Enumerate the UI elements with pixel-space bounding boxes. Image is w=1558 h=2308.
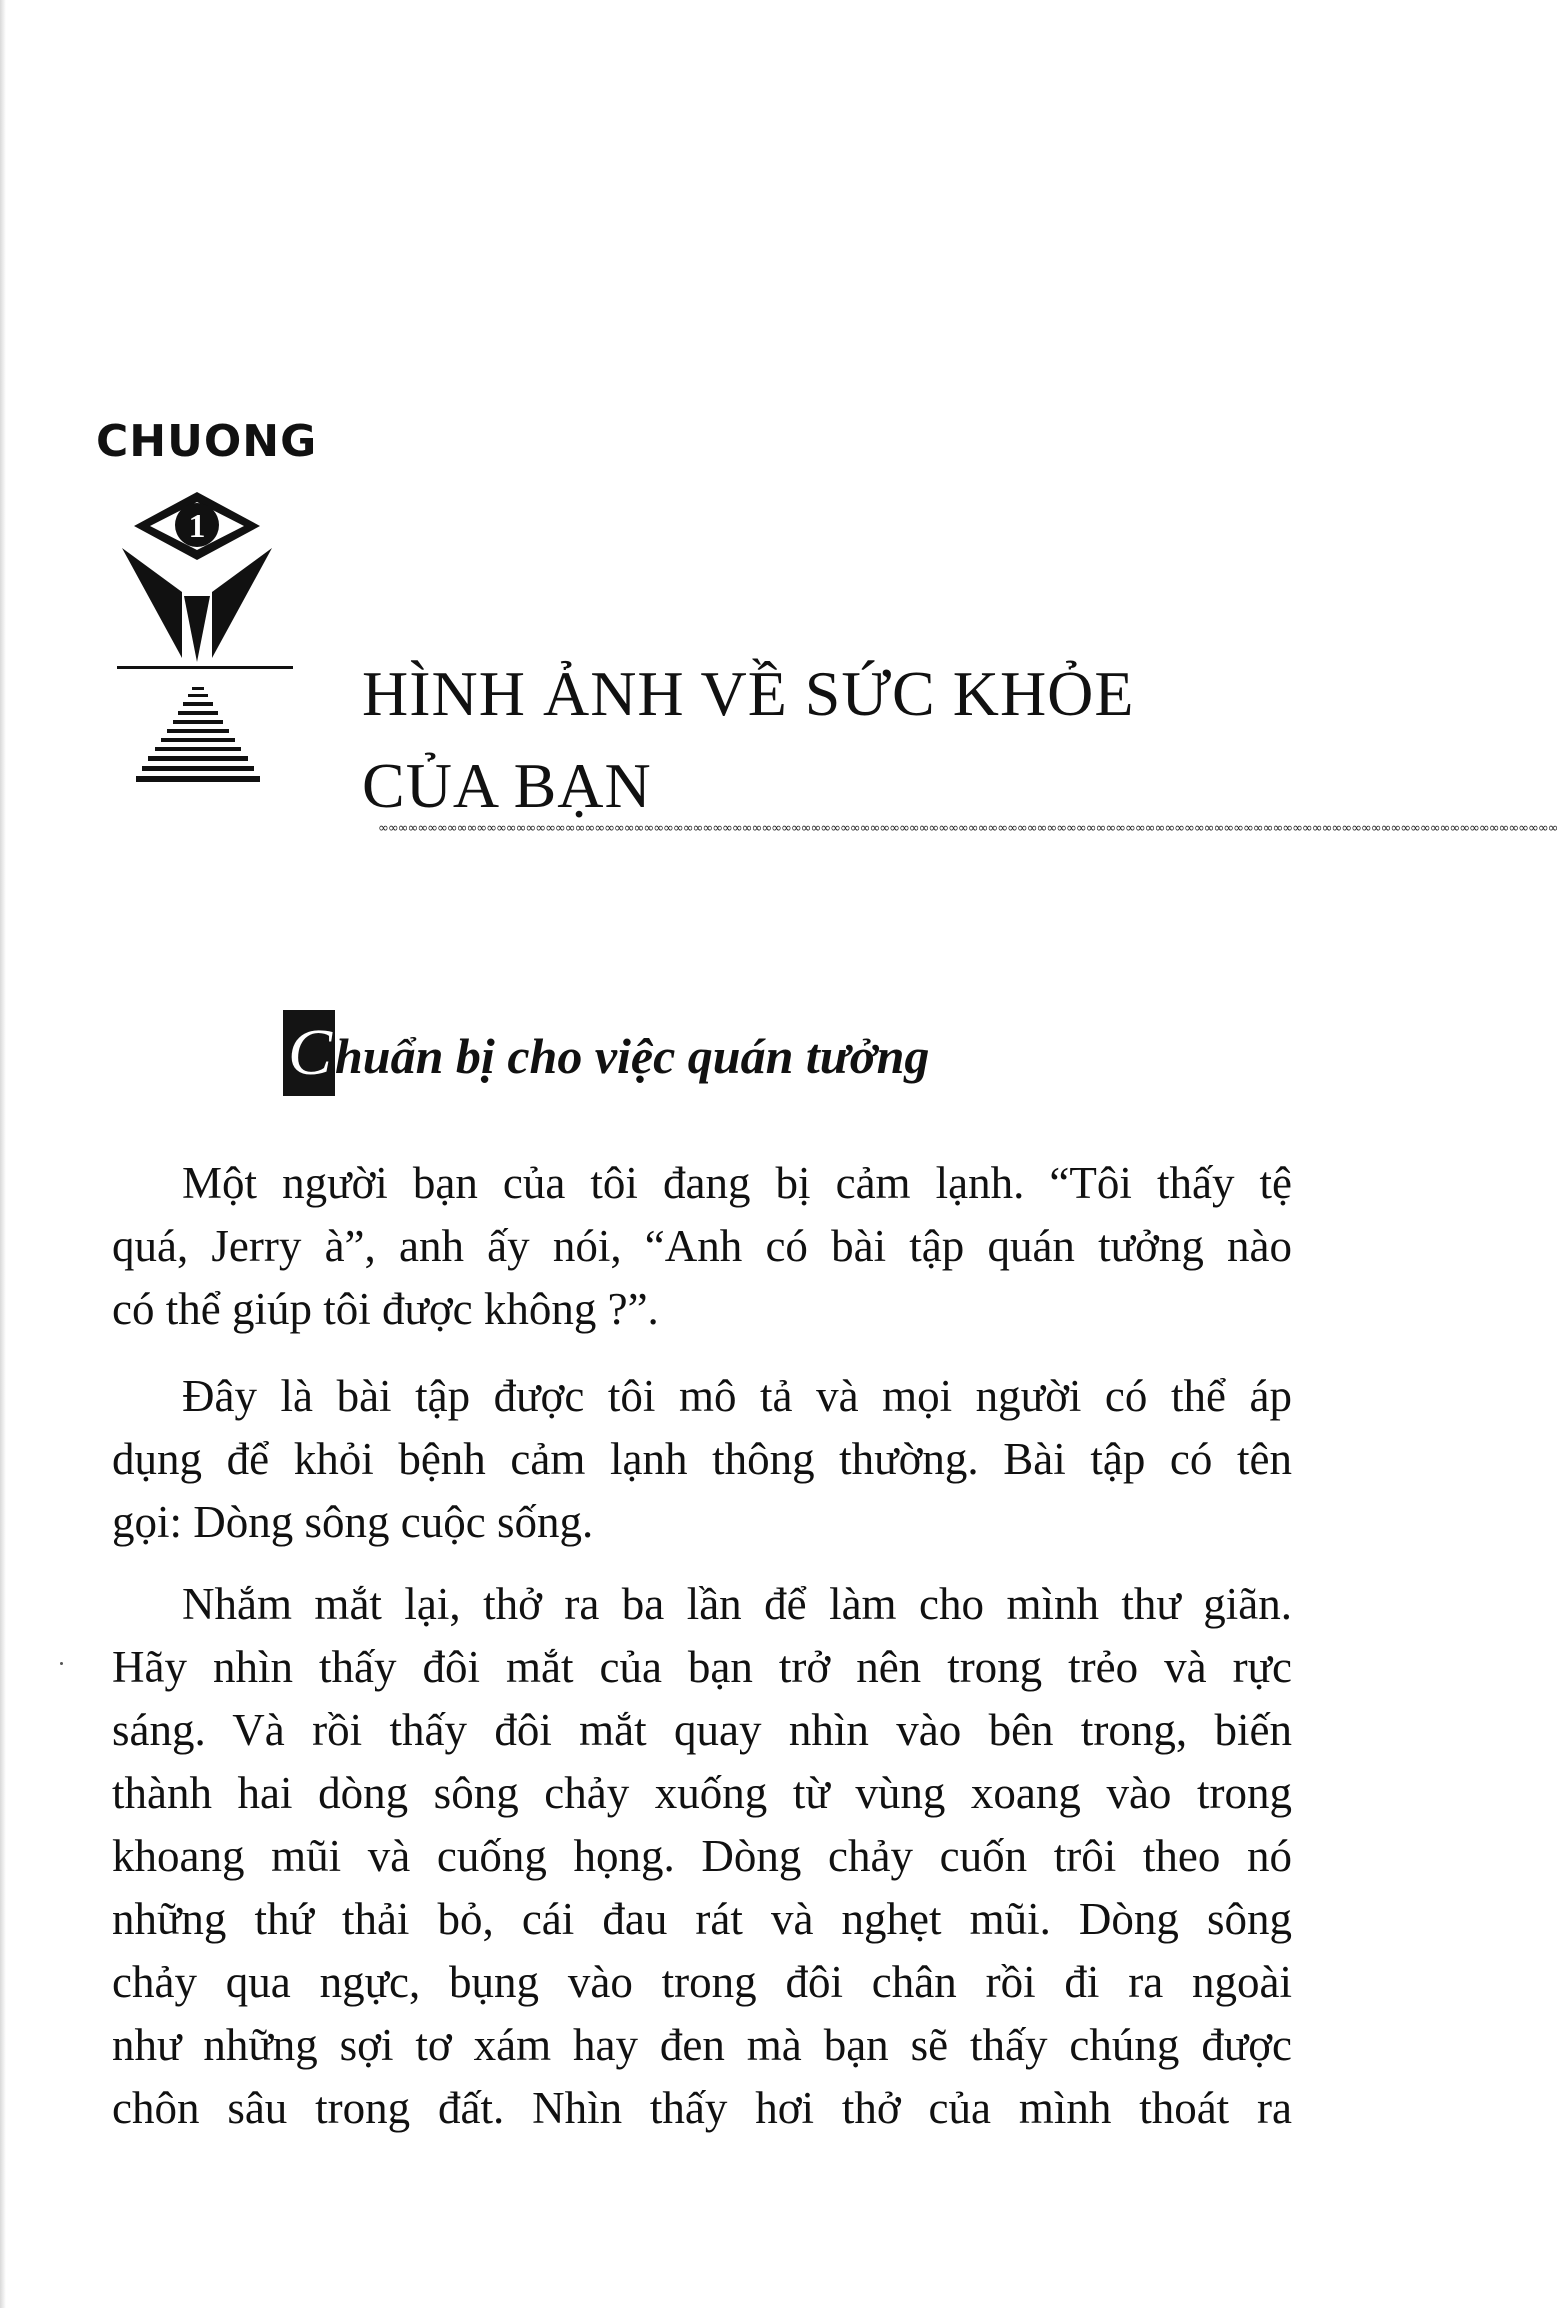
paragraph-2 <box>112 1365 1292 1554</box>
page-edge-shadow <box>0 0 6 2308</box>
chapter-title-line-1: HÌNH ẢNH VỀ SỨC KHỎE <box>362 658 1135 729</box>
paragraph-line: có thể giúp tôi được không ?”. <box>112 1284 659 1334</box>
paragraph-line: sáng. Và rồi thấy đôi mắt quay nhìn vào bên trong, biến <box>112 1705 1292 1755</box>
paragraph-line: Hãy nhìn thấy đôi mắt của bạn trở nên trong trẻo và rực <box>112 1642 1292 1692</box>
paragraph-3 <box>112 1573 1292 2140</box>
paragraph-line: Nhắm mắt lại, thở ra ba lần để làm cho mình thư giãn. <box>182 1579 1292 1629</box>
section-heading-text: huẩn bị cho việc quán tưởng <box>335 1028 930 1084</box>
dropcap-letter: C <box>287 1016 333 1089</box>
emblem-rule <box>117 666 293 669</box>
print-speck <box>60 1662 63 1665</box>
paragraph-line: Đây là bài tập được tôi mô tả và mọi người có thể áp <box>182 1371 1292 1421</box>
chapter-emblem <box>112 480 302 820</box>
paragraph-line: chảy qua ngực, bụng vào trong đôi chân rồi đi ra ngoài <box>112 1957 1292 2007</box>
paragraph-line: chôn sâu trong đất. Nhìn thấy hơi thở của mình thoát ra <box>112 2083 1292 2133</box>
emblem-pyramid <box>136 687 260 782</box>
chapter-title <box>362 648 1362 832</box>
chapter-label: CHUONG <box>96 416 318 467</box>
paragraph-line: gọi: Dòng sông cuộc sống. <box>112 1497 594 1547</box>
chapter-number: 1 <box>188 508 206 545</box>
paragraph-line: dụng để khỏi bệnh cảm lạnh thông thường. Bài tập có tên <box>112 1434 1292 1484</box>
paragraph-1 <box>112 1152 1292 1341</box>
dropcap-box <box>283 1010 335 1096</box>
paragraph-line: Một người bạn của tôi đang bị cảm lạnh. “Tôi thấy tệ <box>182 1158 1292 1208</box>
paragraph-line: khoang mũi và cuống họng. Dòng chảy cuốn trôi theo nó <box>112 1831 1292 1881</box>
paragraph-line: thành hai dòng sông chảy xuống từ vùng xoang vào trong <box>112 1768 1292 1818</box>
paragraph-line: quá, Jerry à”, anh ấy nói, “Anh có bài tập quán tưởng nào <box>112 1221 1292 1271</box>
ornamental-rule: ∞∞∞∞∞∞∞∞∞∞∞∞∞∞∞∞∞∞∞∞∞∞∞∞∞∞∞∞∞∞∞∞∞∞∞∞∞∞∞∞∞∞∞∞∞∞∞∞∞∞∞∞∞∞∞∞∞∞∞∞∞∞∞∞∞∞∞∞∞∞∞∞∞∞∞∞∞∞∞∞∞∞∞∞∞∞∞∞∞∞∞∞∞∞∞∞∞∞∞∞∞∞∞∞∞∞∞∞∞∞∞∞∞∞∞∞∞∞∞∞ <box>378 821 1558 836</box>
chapter-title-line-2: CỦA BẠN <box>362 750 652 821</box>
paragraph-line: như những sợi tơ xám hay đen mà bạn sẽ thấy chúng được <box>112 2020 1292 2070</box>
paragraph-line: những thứ thải bỏ, cái đau rát và nghẹt mũi. Dòng sông <box>112 1894 1292 1944</box>
